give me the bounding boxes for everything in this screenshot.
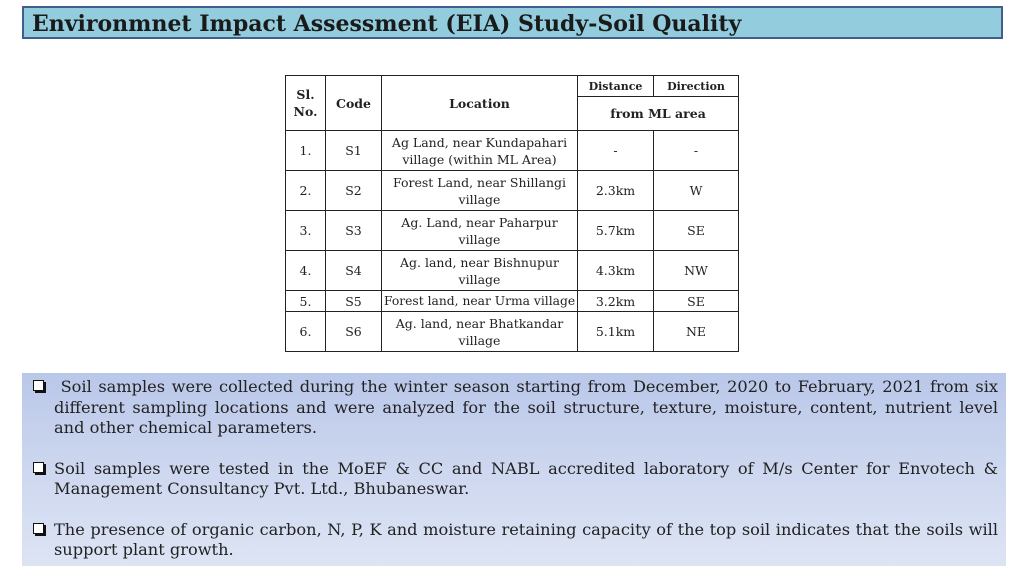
page-title: Environmnet Impact Assessment (EIA) Study-Soil Quality xyxy=(32,11,742,37)
cell-sl: 1. xyxy=(286,131,326,171)
hollow-square-bullet-icon xyxy=(33,523,44,534)
cell-distance: 3.2km xyxy=(578,291,654,312)
cell-location: Forest land, near Urma village xyxy=(382,291,578,312)
table-row xyxy=(286,312,739,352)
header-from-ml-area: from ML area xyxy=(578,97,739,131)
bullet-item xyxy=(30,377,1004,439)
findings-panel xyxy=(22,373,1006,566)
cell-code: S1 xyxy=(326,131,382,171)
cell-direction: SE xyxy=(654,211,739,251)
cell-location: Ag. land, near Bishnupur village xyxy=(382,251,578,291)
cell-sl: 2. xyxy=(286,171,326,211)
cell-sl: 3. xyxy=(286,211,326,251)
bullet-text: Soil samples were collected during the winter season starting from December, 2020 to February, 2021 from six different sampling locations and were analyzed for the soil structure, texture, moisture, content, nutrient level and other chemical parameters. xyxy=(54,377,1004,437)
cell-direction: W xyxy=(654,171,739,211)
cell-sl: 4. xyxy=(286,251,326,291)
bullet-item xyxy=(30,520,998,561)
table-row xyxy=(286,171,739,211)
cell-location: Ag Land, near Kundapahari village (within ML Area) xyxy=(382,131,578,171)
cell-distance: - xyxy=(578,131,654,171)
header-distance: Distance xyxy=(578,76,654,97)
soil-sampling-table xyxy=(285,75,739,352)
header-direction: Direction xyxy=(654,76,739,97)
cell-location: Ag. land, near Bhatkandar village xyxy=(382,312,578,352)
cell-sl: 6. xyxy=(286,312,326,352)
cell-direction: - xyxy=(654,131,739,171)
cell-code: S2 xyxy=(326,171,382,211)
cell-code: S5 xyxy=(326,291,382,312)
bullet-text: Soil samples were tested in the MoEF & CC and NABL accredited laboratory of M/s Center for Envotech & Management Consultancy Pvt. Ltd., Bhubaneswar. xyxy=(54,458,998,498)
table-row xyxy=(286,291,739,312)
header-sl-no-line2: No. xyxy=(293,104,318,119)
bullet-item xyxy=(30,459,998,500)
cell-distance: 5.1km xyxy=(578,312,654,352)
cell-direction: NW xyxy=(654,251,739,291)
cell-distance: 4.3km xyxy=(578,251,654,291)
header-location: Location xyxy=(382,76,578,131)
cell-distance: 2.3km xyxy=(578,171,654,211)
table-header-row xyxy=(286,76,739,97)
cell-direction: NE xyxy=(654,312,739,352)
cell-sl: 5. xyxy=(286,291,326,312)
bullet-text: The presence of organic carbon, N, P, K and moisture retaining capacity of the top soil indicates that the soils will support plant growth. xyxy=(54,519,998,559)
title-bar xyxy=(22,6,1003,39)
cell-code: S6 xyxy=(326,312,382,352)
cell-distance: 5.7km xyxy=(578,211,654,251)
header-sl-no xyxy=(286,76,326,131)
hollow-square-bullet-icon xyxy=(33,462,44,473)
header-code: Code xyxy=(326,76,382,131)
table-row xyxy=(286,211,739,251)
cell-code: S3 xyxy=(326,211,382,251)
cell-location: Ag. Land, near Paharpur village xyxy=(382,211,578,251)
cell-code: S4 xyxy=(326,251,382,291)
cell-direction: SE xyxy=(654,291,739,312)
table-row xyxy=(286,251,739,291)
hollow-square-bullet-icon xyxy=(33,380,44,391)
header-sl-no-line1: Sl. xyxy=(296,87,315,102)
cell-location: Forest Land, near Shillangi village xyxy=(382,171,578,211)
table-row xyxy=(286,131,739,171)
